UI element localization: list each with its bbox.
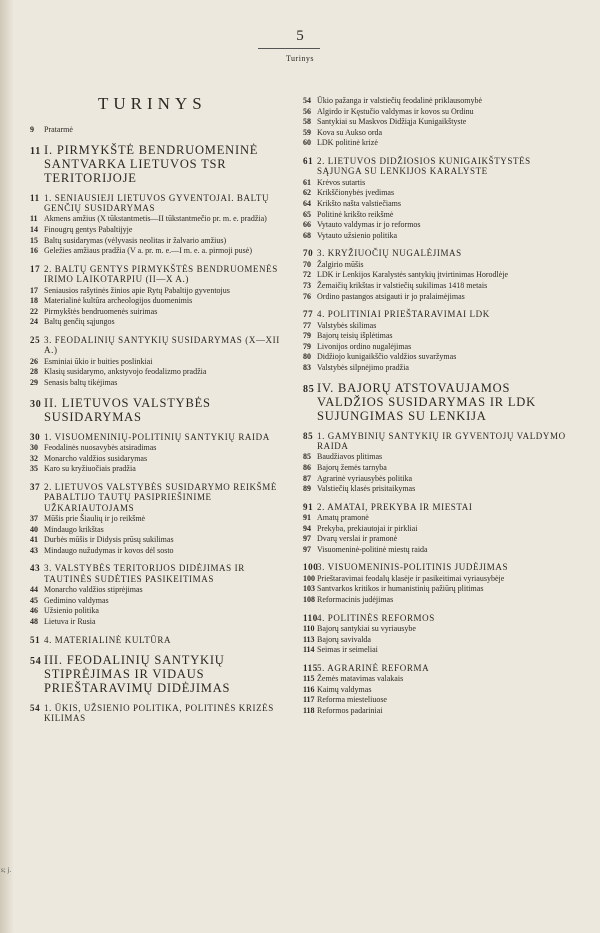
toc-page-ref: 87 (303, 473, 311, 483)
toc-entry-text: Vytauto užsienio politika (317, 230, 397, 240)
toc-entry-text: 2. AMATAI, PREKYBA IR MIESTAI (317, 501, 473, 512)
toc-entry-text: 1. GAMYBINIŲ SANTYKIŲ IR GYVENTOJŲ VALDYMO RAIDA (317, 430, 566, 451)
toc-entry-text: Livonijos ordino nugalėjimas (317, 341, 412, 351)
toc-entry-text: Durbės mūšis ir Didysis prūsų sukilimas (44, 535, 174, 545)
toc-entry-text: Pratarmė (44, 125, 73, 134)
toc-entry-text: Monarcho valdžios stiprėjimas (44, 585, 143, 595)
toc-entry-text: Senasis baltų tikėjimas (44, 377, 118, 387)
toc-page-ref: 65 (303, 209, 311, 219)
toc-page-ref: 114 (303, 645, 315, 655)
toc-page-ref: 9 (30, 125, 34, 134)
toc-entry (30, 443, 292, 453)
toc-chapter-heading (303, 248, 575, 258)
toc-page-ref: 29 (30, 377, 38, 387)
toc-page-ref: 62 (303, 188, 311, 198)
toc-entry-text: Santvarkos kritikos ir humanistinių pažiūrų plitimas (317, 584, 484, 594)
toc-entry (303, 188, 575, 198)
toc-entry (303, 260, 575, 270)
toc-entry (303, 513, 575, 523)
toc-entry (303, 270, 575, 280)
toc-chapter-heading (303, 309, 575, 319)
toc-entry-text: Vytauto valdymas ir jo reformos (317, 220, 421, 230)
toc-page-ref: 110 (303, 624, 315, 634)
toc-entry-text: Reformos padariniai (317, 706, 383, 716)
toc-entry (303, 706, 575, 716)
toc-page-ref: 118 (303, 706, 315, 716)
toc-title: TURINYS (98, 94, 207, 113)
toc-entry (30, 525, 292, 535)
toc-entry (303, 463, 575, 473)
toc-entry (30, 246, 292, 256)
toc-entry (303, 452, 575, 462)
toc-entry-text: Bajorų žemės tarnyba (317, 462, 387, 472)
toc-part-heading (30, 143, 292, 185)
toc-entry (30, 225, 292, 235)
toc-page-ref: 68 (303, 230, 311, 240)
toc-page-ref: 72 (303, 270, 311, 280)
toc-entry-text: Feodalinės nuosavybės atsiradimas (44, 442, 157, 452)
toc-page-ref: 35 (30, 464, 38, 474)
toc-entry (303, 624, 575, 634)
toc-entry (30, 546, 292, 556)
toc-entry (30, 535, 292, 545)
toc-page-ref: 89 (303, 484, 311, 494)
toc-chapter-heading (30, 703, 292, 724)
toc-entry-text: Valstybės skilimas (317, 320, 377, 330)
toc-entry-text: Mindaugo nužudymas ir kovos dėl sosto (44, 545, 174, 555)
toc-chapter-heading (303, 431, 575, 452)
toc-chapter-heading (303, 663, 575, 673)
toc-page-ref: 43 (30, 545, 38, 555)
toc-entry-text: Finougrų gentys Pabaltijyje (44, 225, 133, 234)
toc-entry-text: Bajorų santykiai su vyriausybe (317, 624, 416, 634)
toc-entry (30, 596, 292, 606)
toc-entry (30, 286, 292, 296)
toc-page-ref: 22 (30, 306, 38, 316)
toc-page-ref: 116 (303, 684, 315, 694)
toc-right-column (303, 96, 575, 717)
toc-left-column (30, 125, 292, 725)
toc-page-ref: 110 (303, 612, 318, 623)
toc-entry-text: Visuomeninė-politinė miestų raida (317, 544, 428, 554)
running-head: Turinys (285, 54, 315, 63)
toc-entry-text: Politinė krikšto reikšmė (317, 209, 394, 219)
toc-page-ref: 85 (303, 430, 314, 441)
page-gutter-shadow (0, 0, 14, 933)
toc-entry-text: 3. VALSTYBĖS TERITORIJOS DIDĖJIMAS IR TAUTINĖS SUDĖTIES PASIKEITIMAS (44, 563, 245, 584)
toc-entry (303, 484, 575, 494)
toc-page-ref: 43 (30, 563, 41, 574)
toc-page-ref: 25 (30, 334, 41, 345)
toc-page-ref: 85 (303, 383, 315, 395)
toc-page-ref: 85 (303, 452, 311, 462)
toc-entry-text: 2. BALTŲ GENTYS PIRMYKŠTĖS BENDRUOMENĖS IRIMO LAIKOTARPIU (II—X A.) (44, 263, 278, 285)
toc-entry (303, 331, 575, 341)
toc-entry-text: Krikšto našta valstiečiams (317, 198, 401, 208)
toc-entry-text: Algirdo ir Kęstučio valdymas ir kovos su Ordinu (317, 106, 474, 116)
toc-entry-text: 1. ŪKIS, UŽSIENIO POLITIKA, POLITINĖS KRIZĖS KILIMAS (44, 702, 274, 724)
toc-chapter-heading (30, 635, 292, 645)
toc-entry-text: Bajorų savivalda (317, 634, 371, 644)
toc-page-ref: 14 (30, 225, 38, 234)
toc-page-ref: 11 (30, 192, 40, 203)
toc-entry (303, 138, 575, 148)
toc-entry (303, 96, 575, 106)
toc-entry-text: Baltų genčių sąjungos (44, 317, 115, 327)
toc-chapter-heading (303, 562, 575, 572)
toc-entry (30, 454, 292, 464)
toc-entry (303, 363, 575, 373)
toc-page-ref: 11 (30, 145, 42, 157)
toc-entry-text: 4. POLITINĖS REFORMOS (317, 612, 435, 623)
toc-entry (303, 281, 575, 291)
toc-page-ref: 77 (303, 309, 314, 320)
toc-entry (303, 292, 575, 302)
toc-page-ref: 79 (303, 331, 311, 341)
margin-mark: s; j. (1, 866, 12, 874)
toc-entry-text: Santykiai su Maskvos Didžiąja Kunigaikštyste (317, 117, 467, 127)
toc-part-heading (30, 653, 292, 695)
toc-page-ref: 91 (303, 501, 314, 512)
toc-entry-text: 2. LIETUVOS VALSTYBĖS SUSIDARYMO REIKŠMĖ PABALTIJO TAUTŲ PASIPRIEŠINIME UŽKARIAUTOJAMS (44, 481, 277, 513)
toc-entry-text: Ordino pastangos atsigauti ir jo pralaimėjimas (317, 291, 465, 301)
toc-entry-text: Mindaugo krikštas (44, 524, 104, 534)
toc-page-ref: 40 (30, 524, 38, 534)
toc-page-ref: 16 (30, 246, 38, 256)
toc-entry-text: II. LIETUVOS VALSTYBĖS SUSIDARYMAS (44, 395, 211, 424)
toc-page-ref: 91 (303, 513, 311, 523)
toc-chapter-heading (30, 193, 292, 214)
toc-entry-text: I. PIRMYKŠTĖ BENDRUOMENINĖ SANTVARKA LIETUVOS TSR TERITORIJOJE (44, 142, 259, 185)
toc-page-ref: 56 (303, 106, 311, 116)
toc-entry (303, 210, 575, 220)
toc-page-ref: 97 (303, 544, 311, 554)
toc-page-ref: 37 (30, 481, 41, 492)
toc-entry-text: IV. BAJORŲ ATSTOVAUJAMOS VALDŽIOS SUSIDARYMAS IR LDK SUJUNGIMAS SU LENKIJA (317, 380, 536, 423)
toc-entry-text: Monarcho valdžios susidarymas (44, 453, 148, 463)
toc-entry (30, 214, 292, 224)
toc-entry (303, 534, 575, 544)
toc-part-heading (30, 396, 292, 424)
toc-page-ref: 117 (303, 695, 315, 705)
toc-page-ref: 108 (303, 595, 315, 605)
toc-page-ref: 100 (303, 562, 319, 573)
toc-entry (303, 635, 575, 645)
toc-entry-text: Reforma miesteliuose (317, 695, 387, 705)
toc-entry-text: 3. KRYŽIUOČIŲ NUGALĖJIMAS (317, 248, 462, 259)
toc-page-ref: 45 (30, 595, 38, 605)
toc-page-ref: 11 (30, 214, 38, 224)
toc-page-ref: 86 (303, 462, 311, 472)
toc-chapter-heading (303, 156, 575, 177)
page-number: 5 (296, 28, 304, 44)
toc-page-ref: 79 (303, 341, 311, 351)
toc-entry-text: 5. AGRARINĖ REFORMA (317, 662, 430, 673)
toc-page-ref: 61 (303, 177, 311, 187)
toc-page-ref: 70 (303, 259, 311, 269)
toc-entry-text: Pirmykštės bendruomenės suirimas (44, 306, 158, 316)
toc-entry (303, 321, 575, 331)
toc-entry (30, 464, 292, 474)
toc-part-heading (303, 381, 575, 423)
toc-entry-text: Krėvos sutartis (317, 177, 366, 187)
toc-page-ref: 18 (30, 296, 38, 306)
toc-entry-text: Klasių susidarymo, ankstyvojo feodalizmo pradžia (44, 367, 207, 377)
toc-entry (303, 117, 575, 127)
toc-entry-text: 4. POLITINIAI PRIEŠTARAVIMAI LDK (317, 309, 490, 320)
toc-entry-text: Reformacinis judėjimas (317, 595, 394, 605)
toc-entry-text: Akmens amžius (X tūkstantmetis—II tūkstantmečio pr. m. e. pradžia) (44, 214, 267, 224)
toc-page-ref: 113 (303, 634, 315, 644)
toc-page-ref: 77 (303, 320, 311, 330)
toc-entry-text: Baltų susidarymas (vėlyvasis neolitas ir žalvario amžius) (44, 235, 227, 245)
toc-entry (303, 128, 575, 138)
toc-page-ref: 30 (30, 442, 38, 452)
toc-page-ref: 64 (303, 198, 311, 208)
toc-page-ref: 73 (303, 280, 311, 290)
toc-entry (303, 545, 575, 555)
toc-entry (303, 231, 575, 241)
toc-entry-text: Didžiojo kunigaikščio valdžios suvaržymas (317, 352, 457, 362)
toc-page-ref: 54 (30, 655, 42, 667)
toc-entry (303, 474, 575, 484)
toc-entry-text: Seimas ir seimeliai (317, 645, 378, 655)
toc-page-ref: 115 (303, 662, 318, 673)
toc-page-ref: 76 (303, 291, 311, 301)
toc-entry-text: Krikščionybės įvedimas (317, 188, 395, 198)
toc-entry-text: Lietuva ir Rusia (44, 616, 96, 626)
toc-page-ref: 17 (30, 285, 38, 295)
toc-chapter-heading (30, 432, 292, 442)
toc-chapter-heading (30, 264, 292, 285)
toc-entry (303, 342, 575, 352)
toc-chapter-heading (303, 613, 575, 623)
toc-page-ref: 66 (303, 220, 311, 230)
toc-page-ref: 41 (30, 535, 38, 545)
toc-page-ref: 17 (30, 263, 41, 274)
toc-entry (30, 357, 292, 367)
toc-entry-text: Ūkio pažanga ir valstiečių feodalinė priklausomybė (317, 96, 483, 105)
toc-entry (303, 199, 575, 209)
toc-page-ref: 15 (30, 235, 38, 245)
toc-entry-text: Baudžiavos plitimas (317, 452, 383, 462)
toc-entry (30, 585, 292, 595)
toc-entry-text: Gediminо valdymas (44, 595, 109, 605)
toc-page-ref: 83 (303, 362, 311, 372)
toc-page-ref: 30 (30, 398, 42, 410)
toc-entry-text: Žemės matavimas valakais (317, 674, 404, 684)
toc-page-ref: 26 (30, 356, 38, 366)
toc-chapter-heading (30, 482, 292, 513)
toc-page-ref: 51 (30, 634, 41, 645)
toc-entry (30, 514, 292, 524)
toc-entry-text: Mūšis prie Šiaulių ir jo reikšmė (44, 513, 146, 523)
toc-entry (30, 617, 292, 627)
toc-page-ref: 97 (303, 534, 311, 544)
toc-entry-text: Užsienio politika (44, 606, 99, 616)
toc-entry (303, 220, 575, 230)
toc-entry-text: 3. VISUOMENINIS-POLITINIS JUDĖJIMAS (317, 562, 509, 573)
toc-entry-text: 2. LIETUVOS DIDŽIOSIOS KUNIGAIKŠTYSTĖS SĄJUNGA SU LENKIJOS KARALYSTE (317, 155, 531, 177)
toc-page-ref: 58 (303, 117, 311, 127)
toc-entry (303, 524, 575, 534)
toc-entry-text: Žalgirio mūšis (317, 259, 364, 269)
toc-page-ref: 60 (303, 138, 311, 148)
toc-entry (303, 574, 575, 584)
toc-entry-text: Bajorų teisių išplėtimas (317, 331, 393, 341)
toc-entry-text: 1. VISUOMENINIŲ-POLITINIŲ SANTYKIŲ RAIDA (44, 431, 270, 442)
toc-entry (303, 352, 575, 362)
toc-entry (303, 695, 575, 705)
toc-entry (30, 606, 292, 616)
toc-page-ref: 44 (30, 585, 38, 595)
toc-entry-text: Karo su kryžiuočiais pradžia (44, 464, 136, 474)
toc-page-ref: 54 (30, 702, 41, 713)
toc-entry (303, 584, 575, 594)
toc-page-ref: 28 (30, 367, 38, 377)
toc-entry (30, 378, 292, 388)
toc-entry-text: Seniausios rašytinės žinios apie Rytų Pabaltijo gyventojus (44, 285, 230, 295)
toc-entry-text: Prekyba, prekiautojai ir pirkliai (317, 523, 418, 533)
toc-entry (303, 645, 575, 655)
toc-entry (303, 107, 575, 117)
toc-entry (303, 674, 575, 684)
toc-entry-text: Amatų pramonė (317, 513, 369, 523)
toc-chapter-heading (30, 563, 292, 584)
toc-page-ref: 59 (303, 127, 311, 137)
toc-chapter-heading (303, 502, 575, 512)
toc-page-ref: 24 (30, 317, 38, 327)
toc-page-ref: 61 (303, 155, 314, 166)
header-rule (258, 48, 320, 49)
toc-entry-text: Kaimų valdymas (317, 684, 372, 694)
toc-entry (30, 317, 292, 327)
toc-page-ref: 80 (303, 352, 311, 362)
toc-page-ref: 115 (303, 674, 315, 684)
toc-page-ref: 30 (30, 431, 41, 442)
toc-entry-text: 4. MATERIALINĖ KULTŪRA (44, 634, 172, 645)
toc-entry (30, 367, 292, 377)
toc-page-ref: 46 (30, 606, 38, 616)
toc-entry-text: Agrarinė vyriausybės politika (317, 473, 413, 483)
toc-page-ref: 32 (30, 453, 38, 463)
toc-entry-text: Valstiečių klasės prisitaikymas (317, 484, 416, 494)
toc-entry-text: Dvarų verslai ir pramonė (317, 534, 398, 544)
toc-entry-text: Prieštaravimai feodalų klasėje ir pasikeitimai vyriausybėje (317, 573, 505, 583)
toc-entry-text: LDK politinė krizė (317, 138, 378, 148)
toc-page-ref: 70 (303, 248, 314, 259)
toc-entry-text: 1. SENIAUSIEJI LIETUVOS GYVENTOJAI. BALTŲ GENČIŲ SUSIDARYMAS (44, 192, 270, 213)
toc-entry-text: Materialinė kultūra archeologijos duomenimis (44, 296, 193, 306)
toc-entry-text: Valstybės silpnėjimo pradžia (317, 362, 409, 372)
toc-entry-text: III. FEODALINIŲ SANTYKIŲ STIPRĖJIMAS IR VIDAUS PRIEŠTARAVIMŲ DIDĖJIMAS (44, 652, 231, 695)
toc-page-ref: 48 (30, 616, 38, 626)
toc-page-ref: 100 (303, 573, 315, 583)
toc-entry-text: Esminiai ūkio ir buities poslinkiai (44, 356, 153, 366)
toc-entry-text: LDK ir Lenkijos Karalystės santykių įtvirtinimas Horodlėje (317, 270, 509, 280)
toc-entry-text: Kova su Aukso orda (317, 127, 383, 137)
toc-entry (30, 296, 292, 306)
toc-page-ref: 54 (303, 96, 311, 105)
toc-entry-text: Žemaičių krikštas ir valstiečių sukilimas 1418 metais (317, 280, 488, 290)
toc-entry (30, 236, 292, 246)
toc-page-ref: 37 (30, 513, 38, 523)
toc-entry (30, 307, 292, 317)
toc-chapter-heading (30, 335, 292, 356)
toc-page-ref: 103 (303, 584, 315, 594)
toc-entry (303, 178, 575, 188)
toc-page-ref: 94 (303, 523, 311, 533)
toc-entry (303, 685, 575, 695)
toc-entry (303, 595, 575, 605)
toc-entry-text: Geležies amžiaus pradžia (V a. pr. m. e.—I m. e. a. pirmoji pusė) (44, 246, 253, 256)
toc-entry-text: 3. FEODALINIŲ SANTYKIŲ SUSIDARYMAS (X—XII A.) (44, 334, 280, 356)
toc-entry (30, 125, 292, 135)
